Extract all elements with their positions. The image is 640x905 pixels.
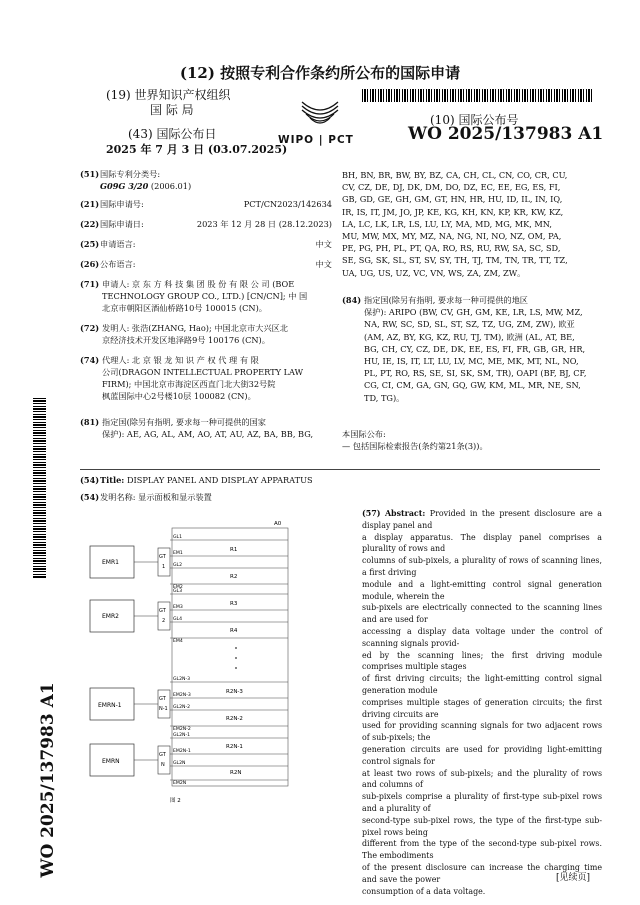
line-label: GL3 [173, 589, 183, 594]
gt-label: GT [159, 554, 166, 560]
figure-caption: 图 2 [170, 798, 181, 804]
row-label: R2N-2 [226, 716, 243, 722]
divider [80, 469, 600, 470]
line-label: GL2N-2 [173, 705, 191, 710]
abstract: (57) Abstract: Provided in the present disclosure are a display panel and a display apparatus. The display panel comprises a plurality of rows and columns of sub-pixels, a plurality of rows of scanning lines, a first driving module and a light-emitting control signal generation module, wherein the sub-pixels are electrically connected to the scanning lines and are used for accessing a display data voltage under the control of scanning signals provid- ed by the scanning lines; the first driving module comprises multiple stages of first driving circuits; the light-emitting control signal generation module comprises multiple stages of generation circuits; the first driving circuits are used for providing scanning signals for two adjacent rows of sub-pixels; the generation circuits are used for providing light-emitting control signals for at least two rows of sub-pixels; and the plurality of rows and columns of sub-pixels comprise a plurality of first-type sub-pixel rows and a plurality of second-type sub-pixel rows, the type of the first-type sub-pixel rows being different from the type of the second-type sub-pixel rows. The embodiments of the present disclosure can increase the charging time and save the power consumption of a data voltage. [362, 509, 602, 896]
title-cn: (54)发明名称: 显示面板和显示装置 [80, 492, 212, 502]
wipo-logo-text: WIPO | PCT [278, 134, 354, 146]
line-label: GL2N [173, 761, 186, 766]
row-label: R2N-1 [226, 744, 243, 750]
field-51-value: G09G 3/20 (2006.01) [100, 181, 192, 191]
gt-box [158, 602, 170, 630]
gt-box [158, 548, 170, 576]
field-72: (72) 发明人: 张浩(ZHANG, Hao); 中国北京市大兴区北 京经济技术开发区地泽路9号 100176 (CN)。 [80, 323, 289, 345]
org-sub: 国 际 局 [150, 103, 194, 117]
row-label: R4 [230, 628, 238, 634]
line-label: EM1 [173, 551, 183, 556]
wipo-logo [272, 92, 368, 152]
gt-label: N [161, 762, 165, 768]
row-label: R2 [230, 574, 238, 580]
line-label: GL2N-1 [173, 733, 191, 738]
field-84: (84) 指定国(除另有指明, 要求每一种可提供的地区 保护): ARIPO (BW, CV, GH, GM, KE, LR, LS, MW, MZ, NA, RW, SC, SD, SL, ST, SZ, TZ, UG, ZM, ZW), 欧亚 (AM, AZ, BY, KG, KZ, RU, TJ, TM), 欧洲 (AL, AT, BE, BG, CH, CY, CZ, DE, DK, EE, ES, FI, FR, GB, GR, HR, HU, IE, IS, IT, LT, LU, LV, MC, ME, MK, MT, NL, NO, PL, PT, RO, RS, SE, SI, SK, SM, TR), OAPI (BF, BJ, CF, CG, CI, CM, GA, GN, GQ, GW, KM, ML, MR, NE, SN, TD, TG)。 [342, 295, 587, 403]
gt-label: 2 [162, 618, 166, 624]
line-label: EM2N-2 [173, 727, 191, 732]
field-26: (26)公布语言: 中文 [80, 259, 332, 269]
side-pubno: WO 2025/137983 A1 [38, 682, 58, 878]
field-22: (22)国际申请日: 2023 年 12 月 28 日 (28.12.2023) [80, 219, 332, 229]
line-label: GL2N-3 [173, 677, 191, 682]
published-label: 本国际公布: [342, 429, 386, 439]
gt-label: 1 [162, 564, 166, 570]
field-81: (81) 指定国(除另有指明, 要求每一种可提供的国家 保护): AE, AG, AL, AM, AO, AT, AU, AZ, BA, BB, BG, [80, 417, 314, 439]
field-81-continued: BH, BN, BR, BW, BY, BZ, CA, CH, CL, CN, CO, CR, CU, CV, CZ, DE, DJ, DK, DM, DO, DZ, EC, EE, EG, ES, FI, GB, GD, GE, GH, GM, GT, HN, HR, HU, ID, IL, IN, IQ, IR, IS, IT, JM, JO, JP, KE, KG, KH, KN, KP, KR, KW, KZ, LA, LC, LK, LR, LS, LU, LY, MA, MD, MG, MK, MN, MU, MW, MX, MY, MZ, NA, NG, NI, NO, NZ, OM, PA, PE, PG, PH, PL, PT, QA, RO, RS, RU, RW, SA, SC, SD, SE, SG, SK, SL, ST, SV, SY, TH, TJ, TM, TN, TR, TT, TZ, UA, UG, US, UZ, VC, VN, WS, ZA, ZM, ZW。 [342, 170, 568, 278]
line-label: EM2N-1 [173, 749, 191, 754]
pubdate-label: (43) 国际公布日 [128, 127, 217, 141]
line-label: GL2 [173, 563, 183, 568]
row-label: R3 [230, 601, 238, 607]
field-25: (25)申请语言: 中文 [80, 239, 332, 249]
field-74: (74) 代理人: 北 京 银 龙 知 识 产 权 代 理 有 限 公司(DRAGON INTELLECTUAL PROPERTY LAW FIRM); 中国北京市海淀区西直门北大街32号院 枫蓝国际中心2号楼10层 100082 (CN)。 [80, 355, 304, 401]
barcode-side [33, 398, 46, 578]
line-label: GL4 [173, 617, 183, 622]
emr-label: EMRN-1 [98, 702, 122, 709]
line-label: EM2N [173, 781, 187, 786]
figure-2 [88, 518, 294, 808]
a0-label: A0 [274, 521, 282, 527]
row-label: R2N-3 [226, 689, 243, 695]
gt-label: GT [159, 752, 166, 758]
field-21: (21)国际申请号: PCT/CN2023/142634 [80, 199, 332, 209]
field-71: (71) 申请人: 京 东 方 科 技 集 团 股 份 有 限 公 司 (BOE TECHNOLOGY GROUP CO., LTD.) [CN/CN]; 中 国 北京市朝阳区酒仙桥路10号 100015 (CN)。 [80, 279, 308, 313]
line-label: GL1 [173, 535, 183, 540]
gt-label: GT [159, 608, 166, 614]
pubno-label: (10) 国际公布号 [430, 113, 519, 127]
barcode-top [362, 89, 594, 102]
row-label: R2N [230, 770, 242, 776]
pubdate: 2025 年 7 月 3 日 (03.07.2025) [106, 143, 288, 156]
line-label: EM3 [173, 605, 183, 610]
gt-label: GT [159, 696, 166, 702]
org-label: (19) 世界知识产权组织 [106, 88, 231, 102]
gt-label: N-1 [159, 706, 168, 712]
field-51: (51)国际专利分类号: [80, 169, 161, 179]
line-label: EM2 [173, 585, 183, 590]
continued-note: [见续页] [556, 873, 591, 883]
emr-label: EMR1 [102, 559, 119, 566]
gt-box [158, 690, 170, 718]
row-label: R1 [230, 547, 238, 553]
title-en: (54)Title: DISPLAY PANEL AND DISPLAY APPARATUS [80, 475, 313, 485]
emr-label: EMRN [102, 758, 120, 765]
gt-box [158, 746, 170, 774]
document-heading: (12) 按照专利合作条约所公布的国际申请 [179, 64, 461, 82]
published-item: — 包括国际检索报告(条约第21条(3))。 [342, 441, 488, 451]
pubno: WO 2025/137983 A1 [408, 124, 604, 144]
line-label: EM4 [173, 639, 183, 644]
line-label: EM2N-3 [173, 693, 191, 698]
emr-label: EMR2 [102, 613, 119, 620]
